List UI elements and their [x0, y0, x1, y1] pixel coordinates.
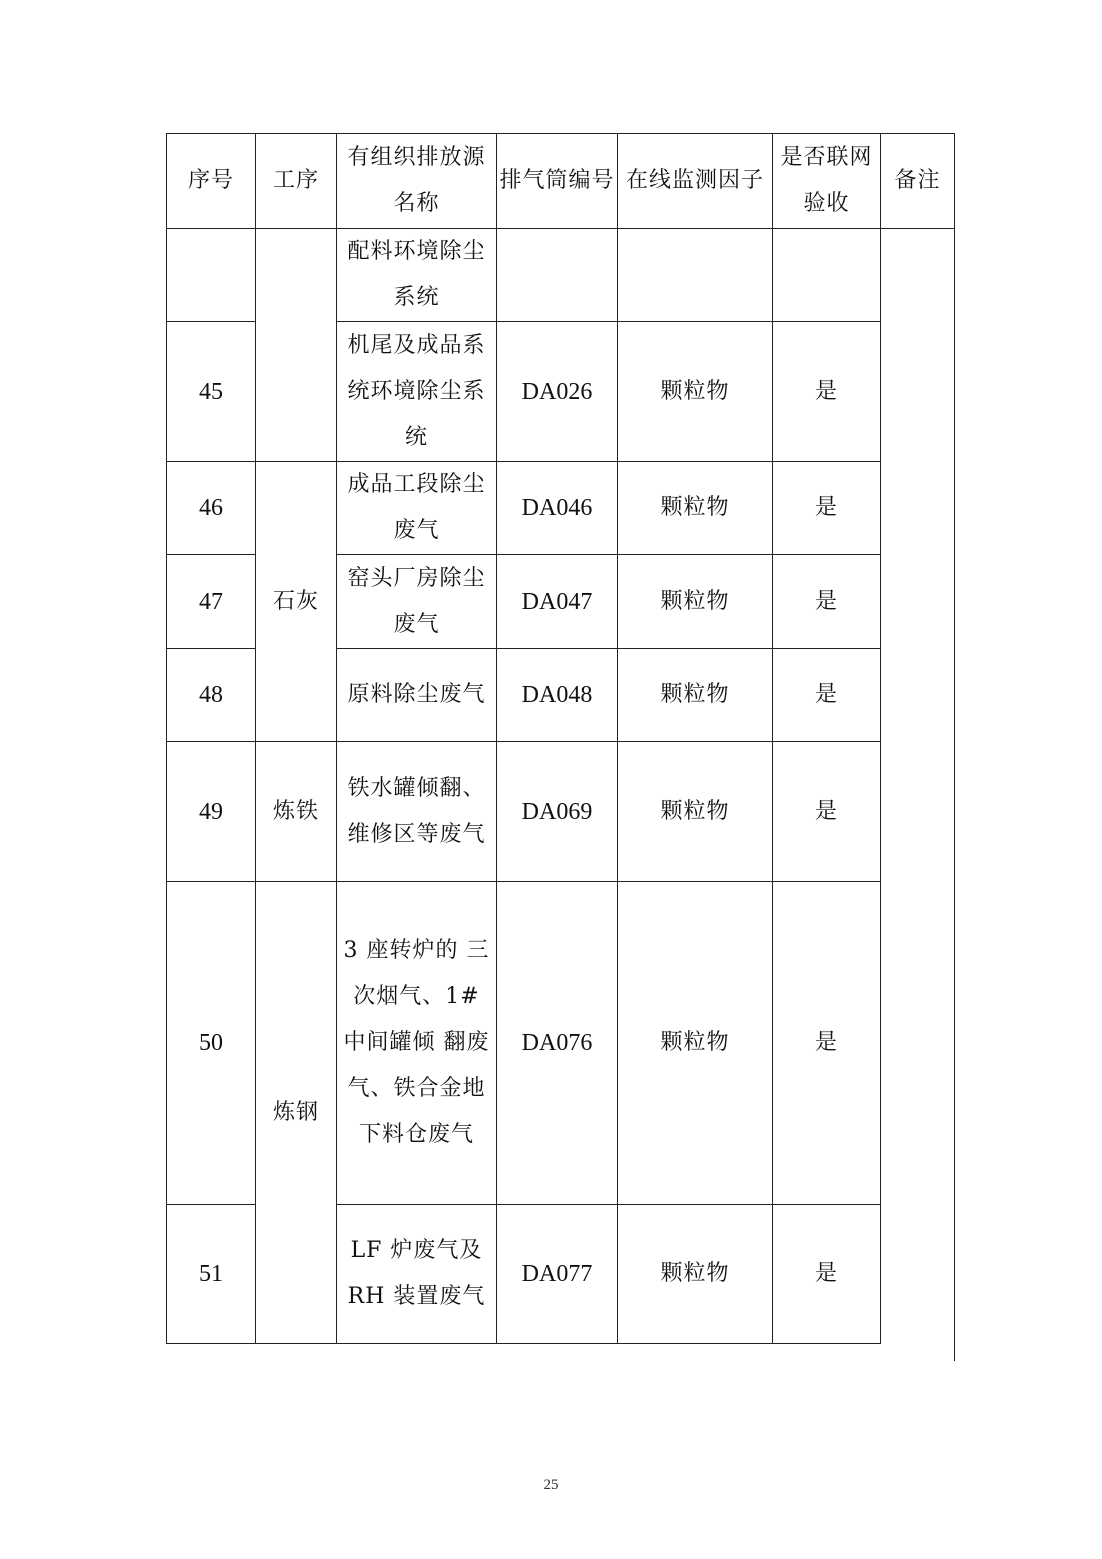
table-row: [167, 229, 955, 322]
table-row: [167, 882, 955, 1205]
cell-source: 原料除尘废气: [337, 649, 497, 742]
cell-networked: 是: [773, 1205, 881, 1344]
cell-networked: 是: [773, 882, 881, 1205]
table-row: [167, 462, 955, 555]
cell-stack: DA046: [497, 462, 618, 555]
cell-networked: 是: [773, 555, 881, 649]
cell-factor: 颗粒物: [618, 462, 773, 555]
cell-networked: 是: [773, 649, 881, 742]
cell-factor: 颗粒物: [618, 1205, 773, 1344]
table-border-tail: [954, 1343, 955, 1361]
cell-factor: 颗粒物: [618, 882, 773, 1205]
cell-source: 铁水罐倾翻、维修区等废气: [337, 742, 497, 882]
cell-seq: 45: [167, 322, 256, 462]
cell-seq: 49: [167, 742, 256, 882]
cell-seq: 51: [167, 1205, 256, 1344]
cell-seq: 46: [167, 462, 256, 555]
cell-seq: 50: [167, 882, 256, 1205]
header-remark: 备注: [881, 134, 955, 229]
cell-factor: 颗粒物: [618, 649, 773, 742]
header-networked: 是否联网验收: [773, 134, 881, 229]
cell-factor: 颗粒物: [618, 742, 773, 882]
cell-source: 机尾及成品系统环境除尘系统: [337, 322, 497, 462]
cell-stack: [497, 229, 618, 322]
cell-stack: DA026: [497, 322, 618, 462]
header-stack: 排气筒编号: [497, 134, 618, 229]
table-row: [167, 742, 955, 882]
cell-seq: [167, 229, 256, 322]
cell-source: 成品工段除尘废气: [337, 462, 497, 555]
cell-process-blank: [256, 229, 337, 462]
cell-networked: 是: [773, 322, 881, 462]
cell-process-lime: 石灰: [256, 462, 337, 742]
cell-process-ironmaking: 炼铁: [256, 742, 337, 882]
cell-stack: DA069: [497, 742, 618, 882]
emission-source-table: [166, 133, 955, 1344]
cell-source: 配料环境除尘系统: [337, 229, 497, 322]
cell-source: LF 炉废气及 RH 装置废气: [337, 1205, 497, 1344]
cell-stack: DA077: [497, 1205, 618, 1344]
cell-process-steelmaking: 炼钢: [256, 882, 337, 1344]
cell-stack: DA047: [497, 555, 618, 649]
cell-stack: DA076: [497, 882, 618, 1205]
cell-networked: [773, 229, 881, 322]
cell-remark: [881, 229, 955, 1344]
cell-factor: [618, 229, 773, 322]
cell-factor: 颗粒物: [618, 322, 773, 462]
cell-seq: 48: [167, 649, 256, 742]
cell-source: 3 座转炉的 三次烟气、1#中间罐倾 翻废气、铁合金地下料仓废气: [337, 882, 497, 1205]
page-number: 25: [543, 1477, 559, 1493]
header-source: 有组织排放源名称: [337, 134, 497, 229]
cell-seq: 47: [167, 555, 256, 649]
cell-source: 窑头厂房除尘废气: [337, 555, 497, 649]
cell-factor: 颗粒物: [618, 555, 773, 649]
header-seq: 序号: [167, 134, 256, 229]
cell-stack: DA048: [497, 649, 618, 742]
header-row: [167, 134, 955, 229]
header-process: 工序: [256, 134, 337, 229]
header-factor: 在线监测因子: [618, 134, 773, 229]
cell-networked: 是: [773, 462, 881, 555]
cell-networked: 是: [773, 742, 881, 882]
